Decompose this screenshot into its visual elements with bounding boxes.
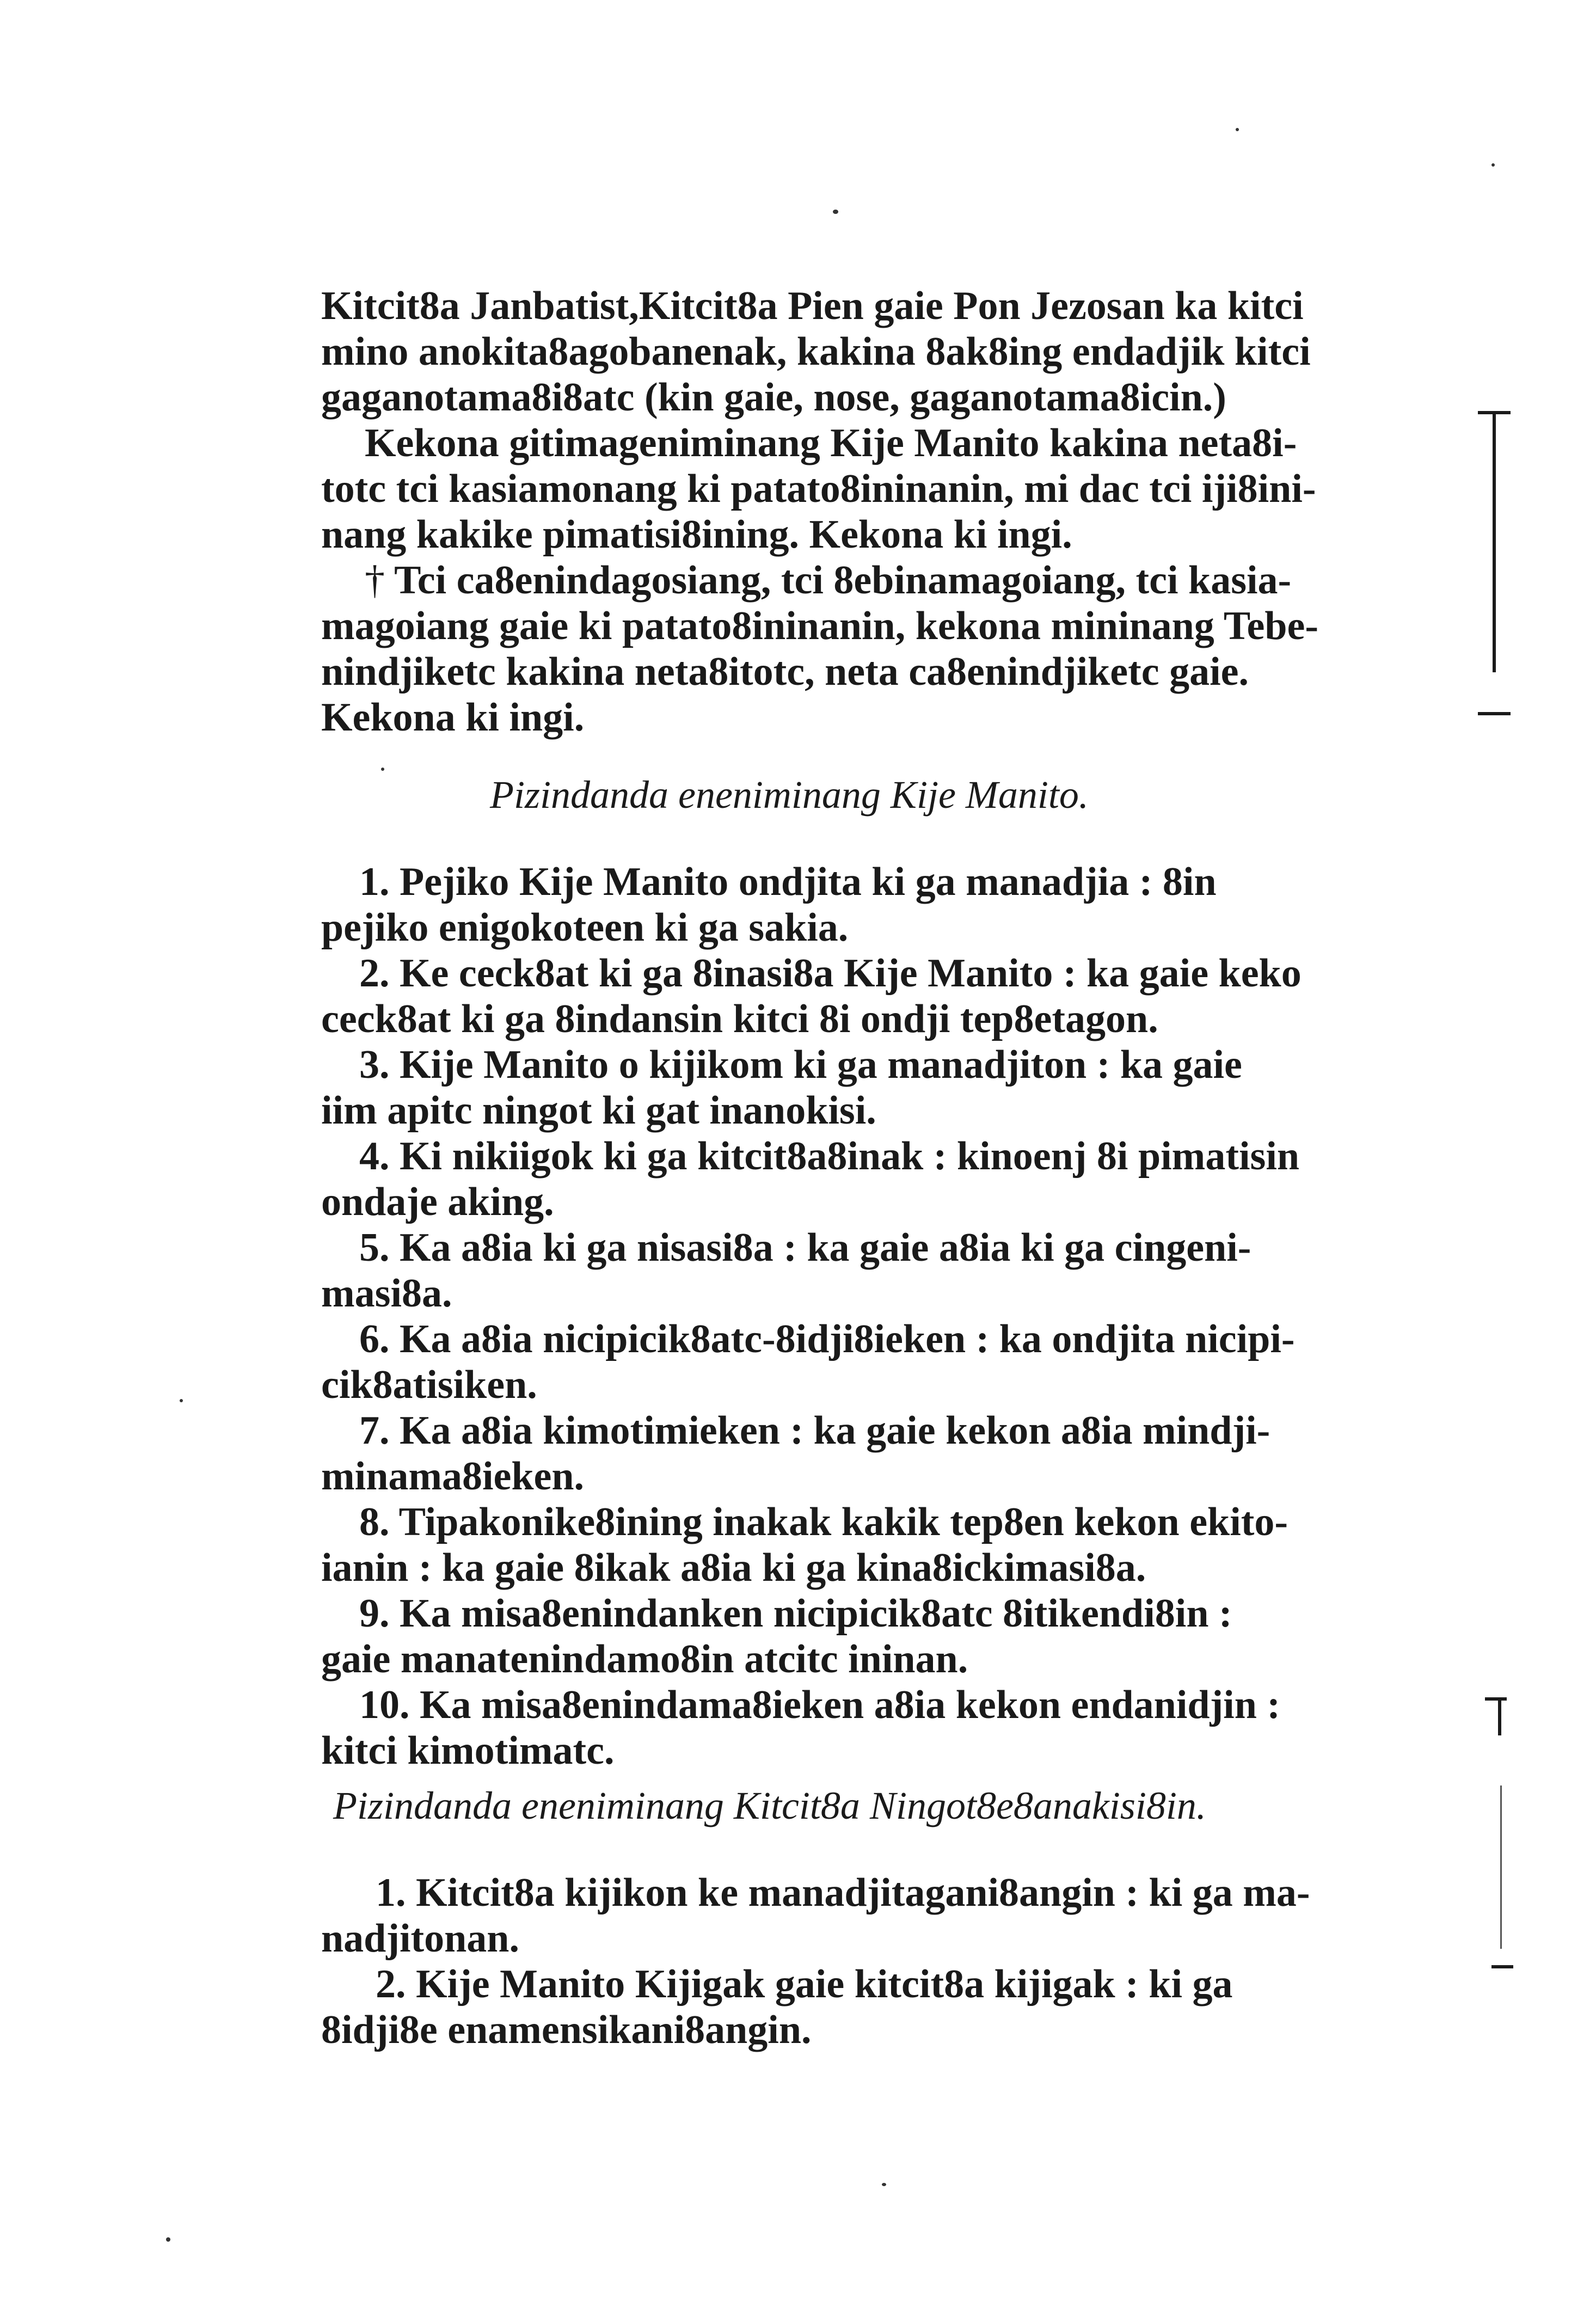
scan-speck <box>381 768 384 771</box>
list-item <box>321 859 1377 950</box>
text-line: 1. Pejiko Kije Manito ondjita ki ga manadjia : 8in <box>359 860 1217 904</box>
text-line: ianin : ka gaie 8ikak a8ia ki ga kina8ickimasi8a. <box>321 1545 1146 1590</box>
text-line: ondaje aking. <box>321 1180 554 1224</box>
text-line: masi8a. <box>321 1271 452 1316</box>
text-line: ceck8at ki ga 8indansin kitci 8i ondji tep8etagon. <box>321 997 1158 1041</box>
text-line: nindjiketc kakina neta8itotc, neta ca8enindjiketc gaie. <box>321 649 1249 694</box>
text-line: gaie manatenindamo8in atcitc ininan. <box>321 1637 968 1682</box>
dagger-mark: † <box>365 558 385 603</box>
text-line: Kekona ki ingi. <box>321 695 585 740</box>
text-line: magoiang gaie ki patato8ininanin, kekona mininang Tebe- <box>321 604 1318 648</box>
text-line: 2. Kije Manito Kijigak gaie kitcit8a kijigak : ki ga <box>376 1962 1233 2007</box>
list-item <box>321 1682 1377 1774</box>
scan-speck <box>1491 163 1495 167</box>
text-line: Kitcit8a Janbatist,Kitcit8a Pien gaie Pon Jezosan ka kitci <box>321 284 1304 328</box>
text-line: minama8ieken. <box>321 1454 585 1499</box>
list-item <box>321 950 1377 1042</box>
section-heading: Pizindanda eneniminang Kitcit8a Ningot8e8anakisi8in. <box>333 1784 1206 1827</box>
scan-speck <box>180 1399 183 1402</box>
text-line: mino anokita8agobanenak, kakina 8ak8ing endadjik kitci <box>321 329 1311 374</box>
text-line: 1. Kitcit8a kijikon ke manadjitagani8angin : ki ga ma- <box>376 1870 1310 1915</box>
intro-paragraph <box>321 283 1377 740</box>
text-line: 4. Ki nikiigok ki ga kitcit8a8inak : kinoenj 8i pimatisin <box>359 1134 1300 1179</box>
section-heading: Pizindanda eneniminang Kije Manito. <box>490 773 1089 817</box>
margin-bracket-line <box>1498 1697 1501 1735</box>
list-item <box>321 1133 1377 1225</box>
list-item <box>321 1591 1377 1682</box>
list-item <box>321 1042 1377 1133</box>
text-line-with-dagger <box>321 557 1377 603</box>
margin-bracket-bottom <box>1491 1965 1513 1968</box>
text-line: 7. Ka a8ia kimotimieken : ka gaie kekon a8ia mindji- <box>359 1408 1270 1453</box>
text-line: nadjitonan. <box>321 1916 519 1961</box>
list-item <box>321 1408 1377 1499</box>
list-item <box>321 1316 1377 1408</box>
list-item <box>321 1870 1377 1961</box>
scan-speck <box>833 210 838 214</box>
list-item <box>321 1225 1377 1316</box>
margin-bracket-line <box>1493 411 1496 672</box>
text-line: 6. Ka a8ia nicipicik8atc-8idji8ieken : ka ondjita nicipi- <box>359 1317 1295 1361</box>
text-line: cik8atisiken. <box>321 1363 537 1407</box>
scan-speck <box>882 2183 886 2186</box>
text-line: Kekona gitimageniminang Kije Manito kakina neta8i- <box>365 421 1297 465</box>
text-line: iim apitc ningot ki gat inanokisi. <box>321 1088 876 1133</box>
text-line: nang kakike pimatisi8ining. Kekona ki ingi. <box>321 512 1072 557</box>
text-line: 3. Kije Manito o kijikom ki ga manadjiton : ka gaie <box>359 1042 1242 1087</box>
margin-bracket-top <box>1485 1697 1507 1701</box>
list-item <box>321 1961 1377 2053</box>
text-line: 5. Ka a8ia ki ga nisasi8a : ka gaie a8ia ki ga cingeni- <box>359 1225 1251 1270</box>
text-line: Tci ca8enindagosiang, tci 8ebinamagoiang, tci kasia- <box>394 558 1292 603</box>
text-line: gaganotama8i8atc (kin gaie, nose, gaganotama8icin.) <box>321 375 1226 420</box>
text-line: 8idji8e enamensikani8angin. <box>321 2008 812 2052</box>
text-line: totc tci kasiamonang ki patato8ininanin, mi dac tci iji8ini- <box>321 467 1316 511</box>
text-line: 8. Tipakonike8ining inakak kakik tep8en kekon ekito- <box>359 1500 1288 1544</box>
text-line: pejiko enigokoteen ki ga sakia. <box>321 905 849 950</box>
text-line: 2. Ke ceck8at ki ga 8inasi8a Kije Manito : ka gaie keko <box>359 951 1302 996</box>
margin-bracket-line <box>1500 1786 1502 1949</box>
church-commandments-list <box>321 1870 1377 2053</box>
text-line: 10. Ka misa8enindama8ieken a8ia kekon endanidjin : <box>359 1683 1281 1727</box>
margin-bracket-bottom <box>1478 712 1511 715</box>
scan-speck <box>1236 128 1239 131</box>
scan-speck <box>166 2237 170 2242</box>
commandments-list <box>321 859 1377 1774</box>
text-line: 9. Ka misa8enindanken nicipicik8atc 8itikendi8in : <box>359 1591 1232 1636</box>
list-item <box>321 1499 1377 1591</box>
text-line: kitci kimotimatc. <box>321 1728 615 1773</box>
